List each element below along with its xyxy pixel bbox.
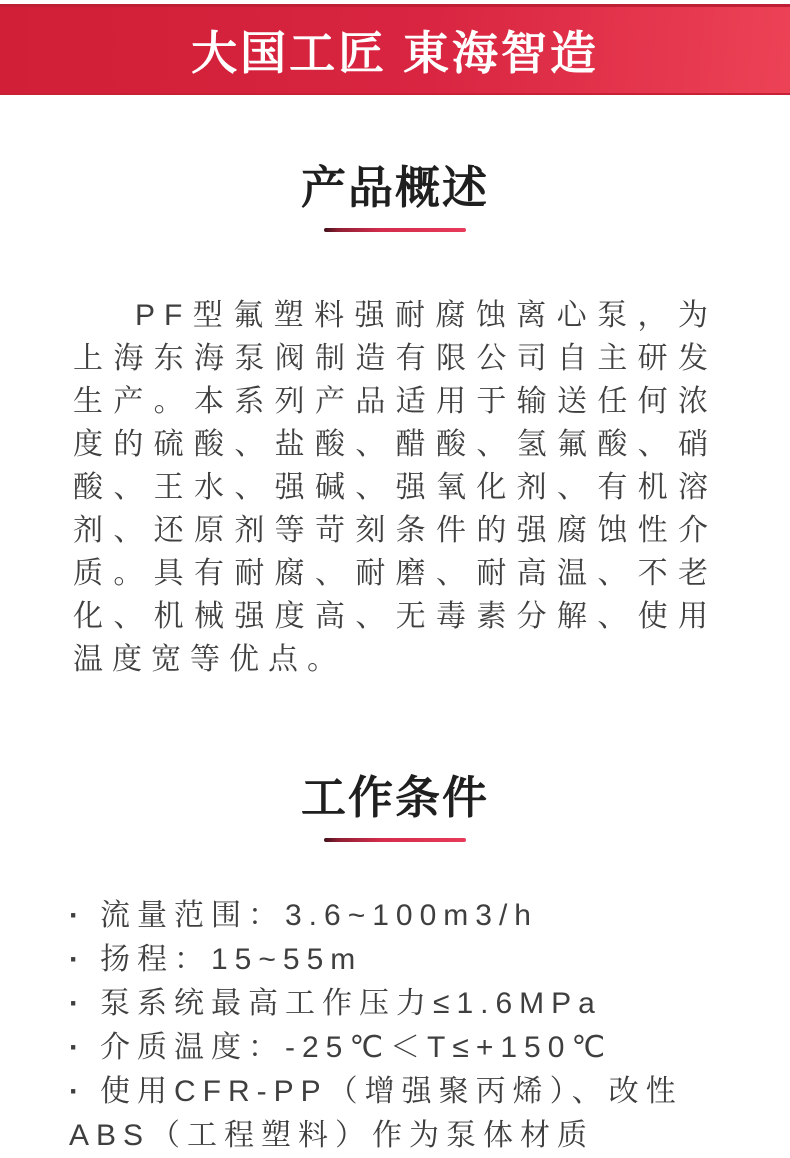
banner-title: 大国工匠 東海智造 — [191, 27, 599, 79]
condition-text: 扬程：15~55m — [100, 943, 363, 976]
overview-section-title: 产品概述 — [300, 162, 489, 213]
bullet-dot-icon: · — [69, 943, 86, 976]
condition-text: 泵系统最高工作压力≤1.6MPa — [100, 987, 602, 1020]
banner — [0, 4, 790, 95]
condition-item-head — [69, 938, 721, 982]
overview-paragraph: PF型氟塑料强耐腐蚀离心泵，为上海东海泵阀制造有限公司自主研发生产。本系列产品适用于输送任何浓度的硫酸、盐酸、醋酸、氢氟酸、硝酸、王水、强碱、强氧化剂、有机溶剂、还原剂等苛刻条件的强腐蚀性介质。具有耐腐、耐磨、耐高温、不老化、机械强度高、无毒素分解、使用温度宽等优点。 — [73, 299, 717, 676]
conditions-list — [69, 894, 721, 1158]
condition-text: 使用CFR-PP（增强聚丙烯）、改性ABS（工程塑料）作为泵体材质 — [69, 1075, 683, 1152]
conditions-title-underline — [324, 838, 466, 842]
bullet-dot-icon: · — [69, 1075, 86, 1108]
conditions-section — [0, 773, 790, 1158]
bullet-dot-icon: · — [69, 987, 86, 1020]
page — [0, 4, 790, 1152]
condition-item-medium-temperature — [69, 1026, 721, 1070]
condition-item-max-pressure — [69, 982, 721, 1026]
conditions-section-title: 工作条件 — [300, 772, 489, 823]
condition-item-flow-range — [69, 894, 721, 938]
condition-item-pump-body-material — [69, 1070, 721, 1158]
overview-title-underline — [324, 228, 466, 232]
condition-text: 介质温度：-25℃＜T≤+150℃ — [100, 1031, 613, 1064]
condition-text: 流量范围：3.6~100m3/h — [100, 899, 538, 932]
overview-section — [0, 163, 790, 681]
bullet-dot-icon: · — [69, 899, 86, 932]
bullet-dot-icon: · — [69, 1031, 86, 1064]
